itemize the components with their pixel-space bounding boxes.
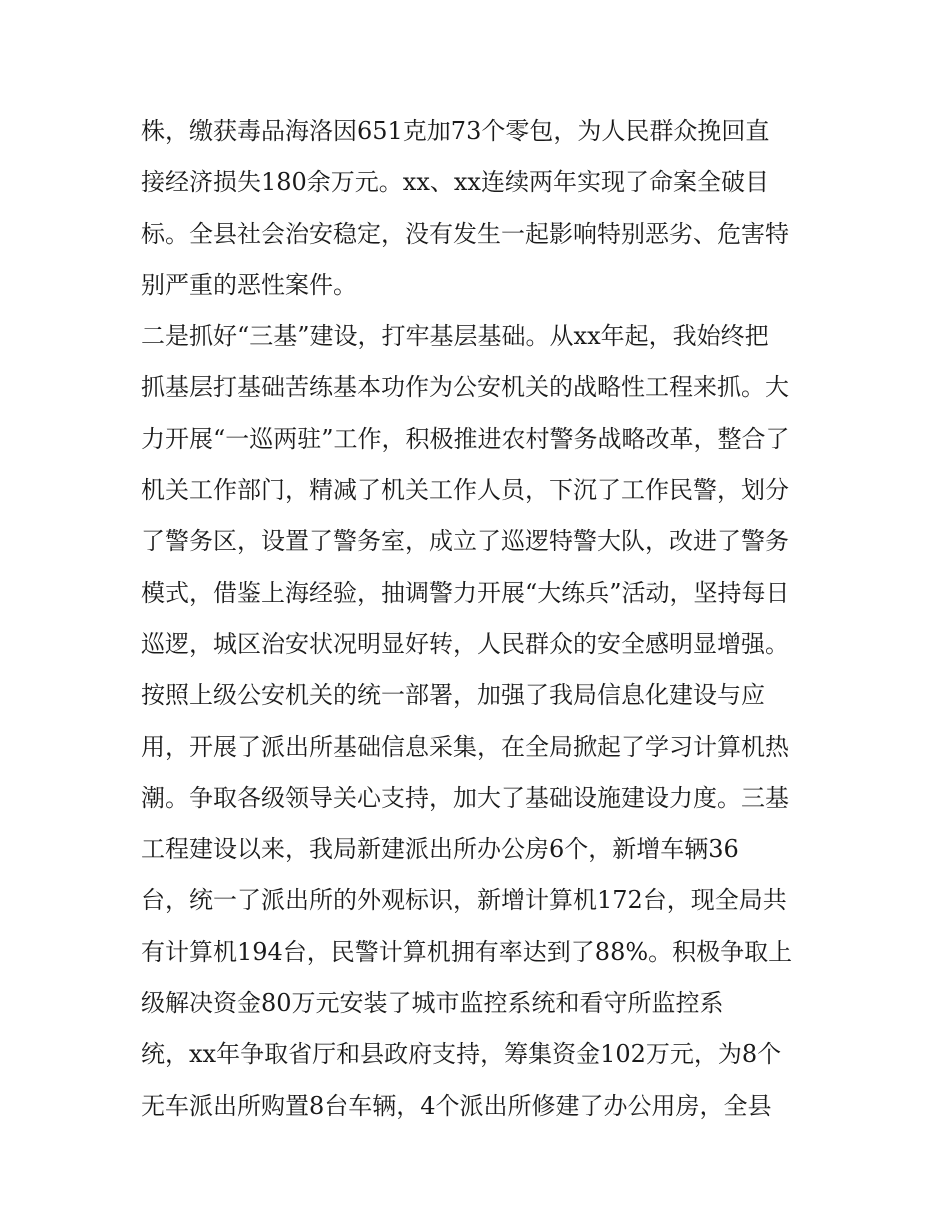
text-line: 别严重的恶性案件。 bbox=[141, 270, 357, 299]
body-text bbox=[141, 106, 841, 1132]
text-line: 力开展“一巡两驻”工作，积极推进农村警务战略改革，整合了 bbox=[141, 424, 790, 453]
text-line: 按照上级公安机关的统一部署，加强了我局信息化建设与应 bbox=[141, 681, 765, 710]
text-line: 工程建设以来，我局新建派出所办公房6个，新增车辆36 bbox=[141, 835, 739, 864]
text-line: 接经济损失180余万元。xx、xx连续两年实现了命案全破目 bbox=[141, 168, 769, 197]
text-line: 台，统一了派出所的外观标识，新增计算机172台，现全局共 bbox=[141, 886, 787, 915]
text-line: 了警务区，设置了警务室，成立了巡逻特警大队，改进了警务 bbox=[141, 527, 789, 556]
text-line: 抓基层打基础苦练基本功作为公安机关的战略性工程来抓。大 bbox=[141, 373, 789, 402]
text-line: 用，开展了派出所基础信息采集，在全局掀起了学习计算机热 bbox=[141, 732, 789, 761]
text-line: 有计算机194台，民警计算机拥有率达到了88%。积极争取上 bbox=[141, 937, 793, 966]
text-line: 二是抓好“三基”建设，打牢基层基础。从xx年起，我始终把 bbox=[141, 322, 769, 351]
text-line: 统，xx年争取省厅和县政府支持，筹集资金102万元，为8个 bbox=[141, 1040, 782, 1069]
text-line: 标。全县社会治安稳定，没有发生一起影响特别恶劣、危害特 bbox=[141, 219, 789, 248]
text-line: 级解决资金80万元安装了城市监控系统和看守所监控系 bbox=[141, 989, 724, 1018]
text-line: 株，缴获毒品海洛因651克加73个零包，为人民群众挽回直 bbox=[141, 117, 770, 145]
text-line: 无车派出所购置8台车辆，4个派出所修建了办公用房，全县 bbox=[141, 1091, 772, 1120]
text-line: 机关工作部门，精减了机关工作人员，下沉了工作民警，划分 bbox=[141, 476, 789, 505]
text-line: 潮。争取各级领导关心支持，加大了基础设施建设力度。三基 bbox=[141, 783, 789, 812]
text-line: 模式，借鉴上海经验，抽调警力开展“大练兵”活动，坚持每日 bbox=[141, 578, 790, 607]
text-line: 巡逻，城区治安状况明显好转，人民群众的安全感明显增强。 bbox=[141, 629, 789, 658]
